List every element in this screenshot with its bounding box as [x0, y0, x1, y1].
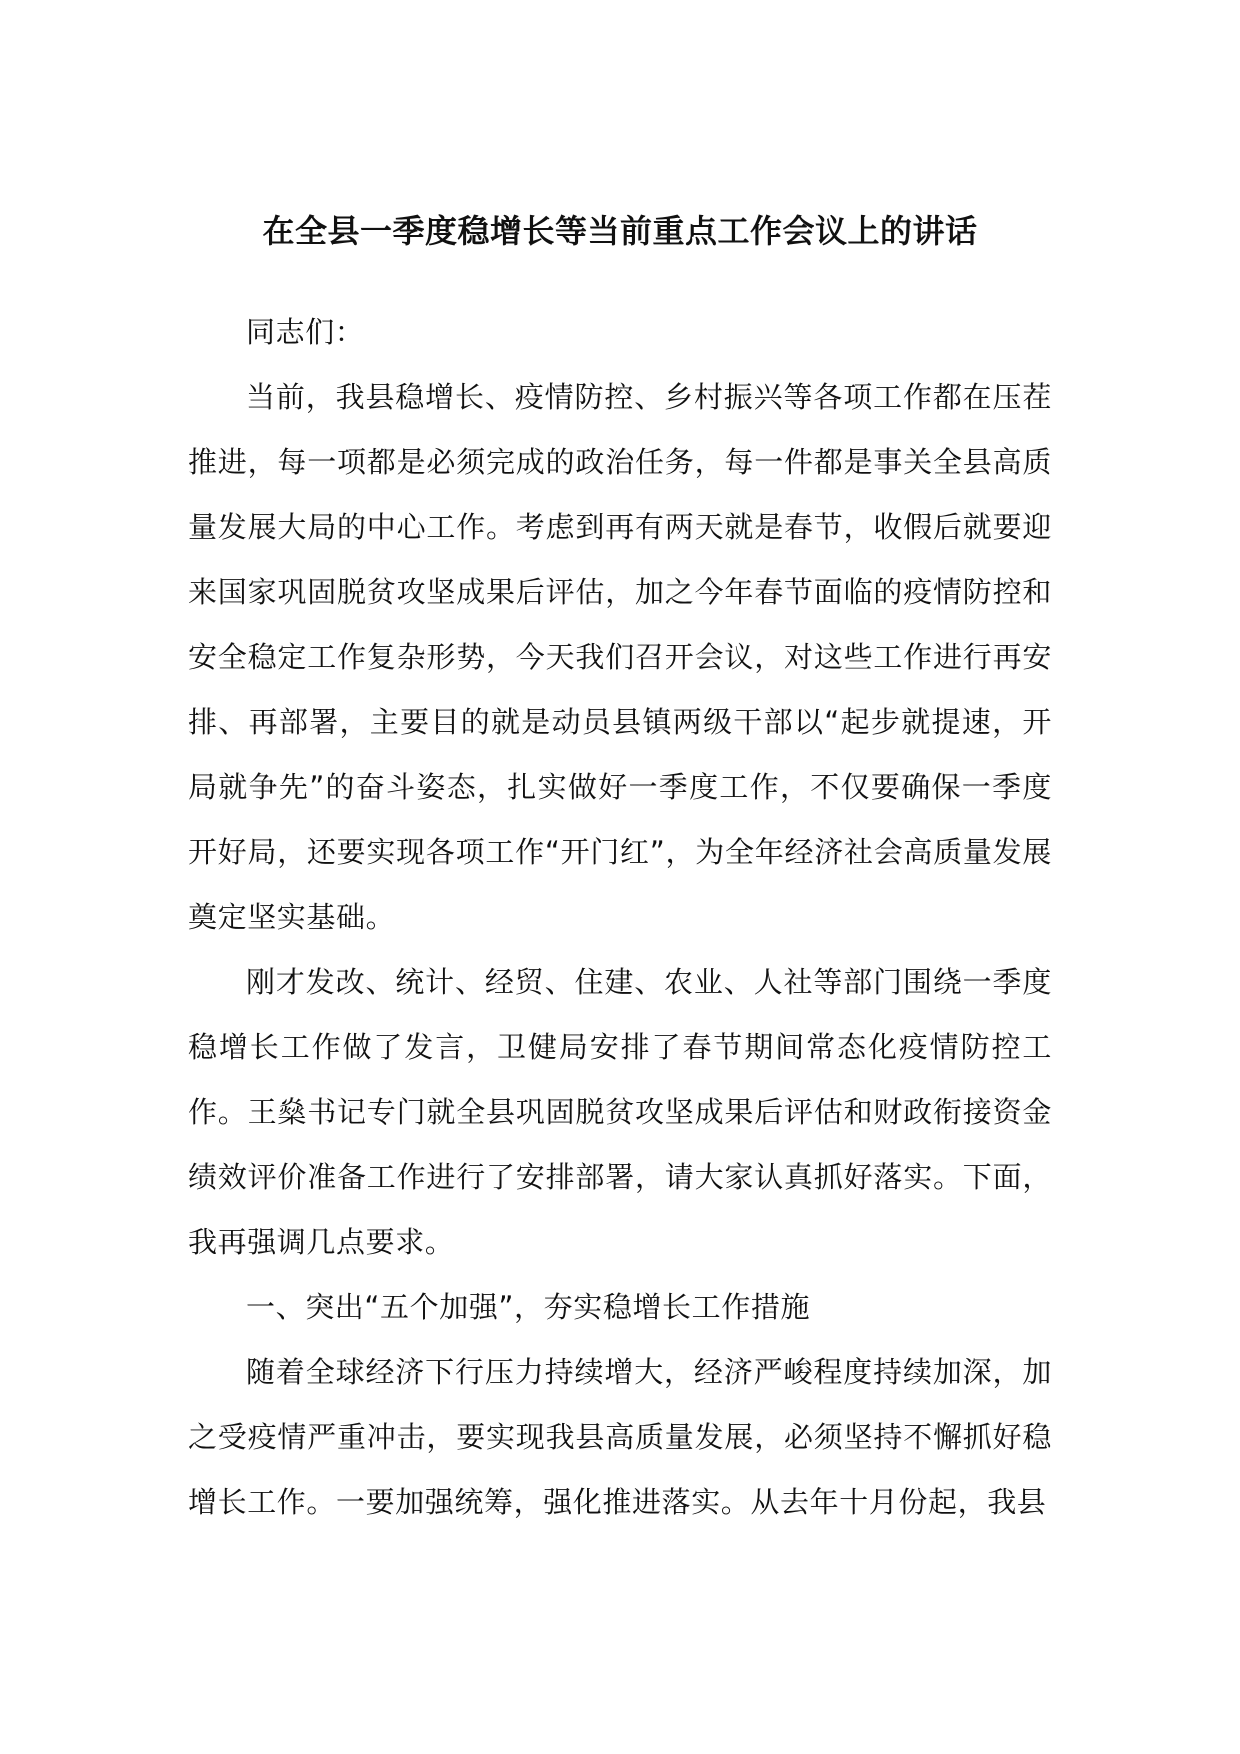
document-title: 在全县一季度稳增长等当前重点工作会议上的讲话	[262, 212, 978, 250]
paragraph-section-1: 随着全球经济下行压力持续增大，经济严峻程度持续加深，加之受疫情严重冲击，要实现我县高质量发展，必须坚持不懈抓好稳增长工作。一要加强统筹，强化推进落实。从去年十月份起，我县	[188, 1355, 1052, 1519]
paragraph-reports: 刚才发改、统计、经贸、住建、农业、人社等部门围绕一季度稳增长工作做了发言，卫健局安排了春节期间常态化疫情防控工作。王燊书记专门就全县巩固脱贫攻坚成果后评估和财政衔接资金绩效评价准备工作进行了安排部署，请大家认真抓好落实。下面，我再强调几点要求。	[188, 965, 1052, 1259]
salutation: 同志们：	[246, 315, 365, 349]
section-heading-1: 一、突出“五个加强”，夯实稳增长工作措施	[246, 1290, 811, 1324]
paragraph-intro: 当前，我县稳增长、疫情防控、乡村振兴等各项工作都在压茬推进，每一项都是必须完成的政治任务，每一件都是事关全县高质量发展大局的中心工作。考虑到再有两天就是春节，收假后就要迎来国家巩固脱贫攻坚成果后评估，加之今年春节面临的疫情防控和安全稳定工作复杂形势，今天我们召开会议，对这些工作进行再安排、再部署，主要目的就是动员县镇两级干部以“起步就提速，开局就争先”的奋斗姿态，扎实做好一季度工作，不仅要确保一季度开好局，还要实现各项工作“开门红”，为全年经济社会高质量发展奠定坚实基础。	[188, 380, 1052, 934]
document-body	[188, 300, 1052, 1535]
